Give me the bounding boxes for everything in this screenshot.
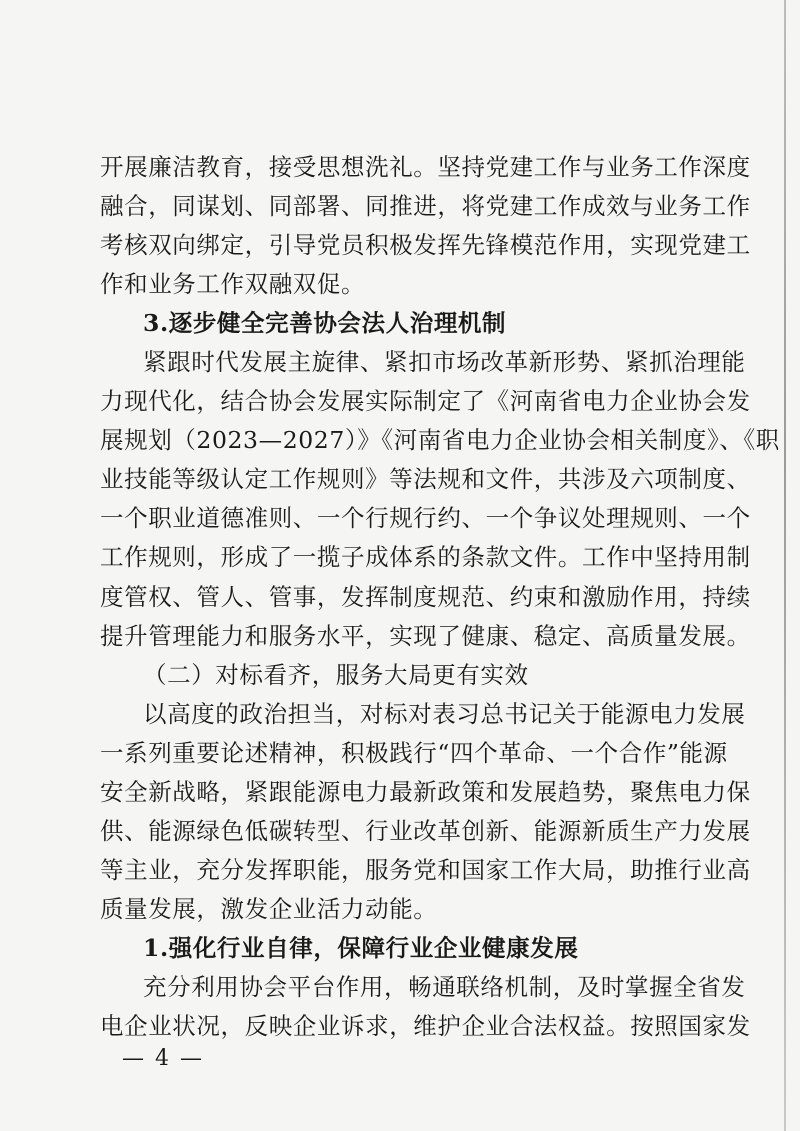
section-heading: 3.逐步健全完善协会法人治理机制 xyxy=(143,309,507,337)
paragraph-line: 紧跟时代发展主旋律、紧扣市场改革新形势、紧抓治理能 xyxy=(143,348,746,376)
page-number: — 4 — xyxy=(122,1046,204,1071)
paragraph-line: 业技能等级认定工作规则》等法规和文件，共涉及六项制度、 xyxy=(100,465,751,493)
paragraph-line: 质量发展，激发企业活力动能。 xyxy=(100,895,438,923)
subsection-heading: （二）对标看齐，服务大局更有实效 xyxy=(143,661,529,689)
paragraph-line: 电企业状况，反映企业诉求，维护企业合法权益。按照国家发 xyxy=(100,1012,751,1040)
paragraph-line: 考核双向绑定，引导党员积极发挥先锋模范作用，实现党建工 xyxy=(100,231,751,259)
paragraph-line: 供、能源绿色低碳转型、行业改革创新、能源新质生产力发展 xyxy=(100,817,751,845)
paragraph-line: 开展廉洁教育，接受思想洗礼。坚持党建工作与业务工作深度 xyxy=(100,153,751,181)
paragraph-line: 提升管理能力和服务水平，实现了健康、稳定、高质量发展。 xyxy=(100,622,751,650)
section-heading: 1.强化行业自律，保障行业企业健康发展 xyxy=(143,934,579,962)
page-edge xyxy=(784,0,786,1131)
paragraph-line: 作和业务工作双融双促。 xyxy=(100,270,366,298)
paragraph-line: 工作规则，形成了一揽子成体系的条款文件。工作中坚持用制 xyxy=(100,543,751,571)
paragraph-line: 力现代化，结合协会发展实际制定了《河南省电力企业协会发 xyxy=(100,387,751,415)
paragraph-line: 充分利用协会平台作用，畅通联络机制，及时掌握全省发 xyxy=(143,973,746,1001)
paragraph-line: 等主业，充分发挥职能，服务党和国家工作大局，助推行业高 xyxy=(100,856,751,884)
paragraph-line: 一系列重要论述精神，积极践行“四个革命、一个合作”能源 xyxy=(100,739,728,767)
paragraph-line: 度管权、管人、管事，发挥制度规范、约束和激励作用，持续 xyxy=(100,583,751,611)
paragraph-line: 融合，同谋划、同部署、同推进，将党建工作成效与业务工作 xyxy=(100,192,751,220)
paragraph-line: 一个职业道德准则、一个行规行约、一个争议处理规则、一个 xyxy=(100,504,751,532)
paragraph-line: 安全新战略，紧跟能源电力最新政策和发展趋势，聚焦电力保 xyxy=(100,778,751,806)
paragraph-line: 展规划（2023—2027）》《河南省电力企业协会相关制度》、《职 xyxy=(100,426,780,454)
paragraph-line: 以高度的政治担当，对标对表习总书记关于能源电力发展 xyxy=(143,700,746,728)
